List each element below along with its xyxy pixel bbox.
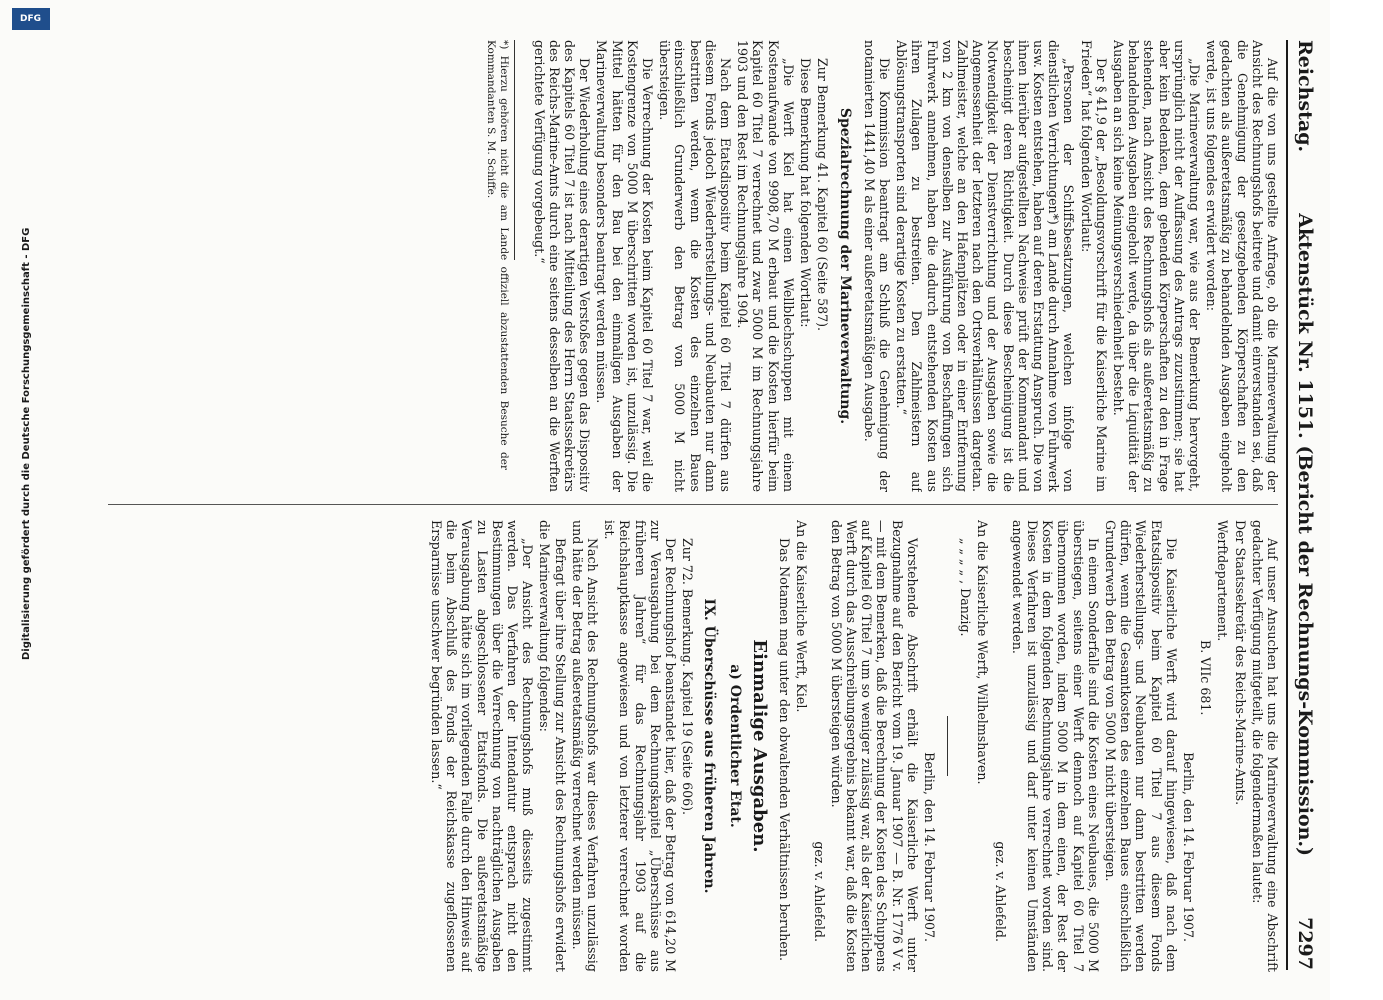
signature: gez. v. Ahlefeld.	[811, 841, 827, 942]
paragraph: „Die Werft Kiel hat einen Wellblechschuppen mit einem Kostenaufwande von 9908,70 M erbaut und die Kosten hierfür beim Kapitel 60 Titel 7 verrechnet und zwar 5000 M im Rechnungsjahre 1903 und den Rest im Rechnungsjahre 1904.	[735, 40, 796, 492]
date-line: Berlin, den 14. Februar 1907.	[921, 752, 937, 942]
addressee: An die Kaiserliche Werft, Wilhelmshaven.	[975, 520, 991, 785]
paragraph: Die Kaiserliche Werft wird darauf hingewiesen, daß nach dem Etatsdispositiv beim Kapitel 60 Titel 7 aus diesem Fonds Wiederherstellungs- und Neubauten nur dann bestritten werden dürfen, wenn die Gesamtkosten des einzelnen Baues einschließlich Grunderwerb den Betrag von 5000 M nicht übersteigen.	[1102, 520, 1179, 972]
paragraph: Befragt über ihre Stellung zur Ansicht des Rechnungshofs erwidert die Marineverwaltung folgendes:	[537, 520, 568, 972]
section-heading: Spezialrechnung der Marineverwaltung.	[836, 107, 853, 425]
paragraph: Vorstehende Abschrift erhält die Kaiserliche Werft unter Bezugnahme auf den Bericht vom 19. Januar 1907 — B. Nr. 1776 V v. — mit dem Bemerken, daß die Berechnung der Kosten des Schuppens auf Kapitel 60 Titel 7 um so weniger zulässig war, als der Kaiserlichen Werft durch das Ausschreibungsergebnis bekannt war, daß die Kosten den Betrag von 5000 M übersteigen würden.	[828, 520, 920, 972]
section-heading: Einmalige Ausgaben.	[748, 639, 770, 853]
header-subtitle: (Bericht der Rechnungs-Kommission.)	[1294, 445, 1316, 857]
paragraph: „Die Marineverwaltung war, wie aus der Bemerkung hervorgeht, ursprünglich nicht der Auffassung des Antrags zuzustimmen; sie hat aber kein Bedenken, dem gebenden Körperschaften zu den in Frage stehenden, nach Ansicht des Rechnungshofs als außeretatsmäßig zu behandelnden Ausgaben eingeholt werde, da über die Liquidität der Ausgaben an sich keine Meinungsverschiedenheit besteht.	[1110, 40, 1202, 492]
subsection-heading: IX. Überschüsse aus früheren Jahren.	[701, 598, 718, 894]
reference-number: B. VIIc 681.	[1198, 640, 1214, 716]
header-document-number: Aktenstück Nr. 1151.	[1294, 213, 1316, 439]
paragraph: In einem Sonderfalle sind die Kosten eines Neubaues, die 5000 M überstiegen, seitens einer Werft dennoch auf Kapitel 60 Titel 7 übernommen worden, indem 5000 M in dem einen, der Rest der Kosten in dem folgenden Rechnungsjahre verrechnet worden sind. Dieses Verfahren ist unzulässig und darf unter keinen Umständen angewendet werden.	[1009, 520, 1101, 972]
sender-line: Der Staatssekretär des Reichs-Marine-Amts.	[1232, 520, 1248, 806]
footnote-text: *) Hierzu gehören nicht die am Lande offiziell abzustattenden Besuche der Kommandanten S. M. Schiffe.	[485, 40, 511, 470]
subsection-heading: a) Ordentlicher Etat.	[726, 664, 743, 828]
page-number: 7297	[1294, 917, 1316, 970]
paragraph: Die Verrechnung der Kosten beim Kapitel 60 Titel 7 war, weil die Kostengrenze von 5000 M überschritten worden ist, unzulässig. Die Mittel hätten für den Bau bei den einmaligen Ausgaben der Marineverwaltung besonders beantragt werden müssen.	[594, 40, 656, 492]
column-divider	[108, 504, 1278, 505]
dfg-logo: DFG	[12, 8, 50, 30]
page-header	[1286, 40, 1322, 970]
left-column	[100, 40, 1280, 492]
paragraph: Die Kommission beantragt am Schluß die Genehmigung der notamierten 1441,40 M als einer außeretatsmäßigen Ausgabe.	[861, 40, 892, 492]
paragraph: Der Rechnungshof beanstandet hier, daß der Betrag von 614,20 M zur Verausgabung bei dem Rechnungskapitel „Überschüsse aus früheren Jahren“ für das Rechnungsjahr 1903 auf die Reichshauptkasse angewiesen und von letzterer verrechnet worden ist.	[602, 520, 679, 972]
paragraph: Zur 72. Bemerkung. Kapitel 19 (Seite 606).	[680, 538, 696, 816]
digitization-sidebar	[4, 0, 94, 1000]
paragraph: Zur Bemerkung 41. Kapitel 60 (Seite 587).	[815, 58, 831, 332]
signature: gez. v. Ahlefeld.	[992, 841, 1008, 942]
paragraph: Auf die von uns gestellte Anfrage, ob die Marineverwaltung der Ansicht des Rechnungshofs beitrete und damit einverstanden sei, daß die Genehmigung der gesetzgebenden Körperschaften zu den gedachten als außeretatsmäßig zu behandelnden Ausgaben eingeholt werde, ist uns folgendes erwidert worden:	[1204, 40, 1280, 492]
paragraph: Der Wiederholung eines derartigen Verstoßes gegen das Dispositiv des Kapitels 60 Titel 7 ist nach Mitteilung des Herrn Staatssekretärs des Reichs-Marine-Amts durch eine seitens desselben an die Werften gerichtete Verfügung vorgebeugt.“	[531, 40, 593, 492]
paragraph: Diese Bemerkung hat folgenden Wortlaut:	[798, 58, 814, 328]
paragraph: Auf unser Ansuchen hat uns die Marineverwaltung eine Abschrift gedachter Verfügung mitgeteilt, die folgendermaßen lautet:	[1249, 520, 1280, 972]
right-column	[100, 520, 1280, 972]
paragraph: Der § 41,9 der „Besoldungsvorschrift für die Kaiserliche Marine im Frieden“ hat folgenden Wortlaut:	[1078, 40, 1109, 492]
paragraph: Nach dem Etatsdispositiv beim Kapitel 60 Titel 7 dürfen aus diesem Fonds jedoch Wiederherstellungs- und Neubauten nur dann bestritten werden, wenn die Kosten des einzelnen Baues einschließlich Grunderwerb den Betrag von 5000 M nicht übersteigen.	[657, 40, 734, 492]
header-left: Reichstag.	[1294, 40, 1316, 153]
paragraph: „Der Ansicht des Rechnungshofs muß diesseits zugestimmt werden. Das Verfahren der Intendantur entsprach nicht den Bestimmungen über die Verrechnung von nachträglichen Ausgaben zu Lasten abgeschlossener Etatsfonds. Die außeretatsmäßige Verausgabung hätte sich im vorliegenden Falle durch den Hinweis auf die beim Abschluß des Fonds der Reichskasse zugeflossenen Ersparnisse unschwer begründen lassen.“	[429, 520, 536, 972]
sender-line: Werftdepartement.	[1215, 520, 1231, 642]
addressee: An die Kaiserliche Werft, Kiel.	[794, 520, 810, 713]
paragraph: Nach Ansicht des Rechnungshofs war dieses Verfahren unzulässig und hätte der Betrag außeretatsmäßig verrechnet werden müssen.	[569, 520, 601, 972]
digitization-credit: Digitalisierung gefördert durch die Deutsche Forschungsgemeinschaft - DFG	[21, 227, 32, 660]
date-line: Berlin, den 14. Februar 1907.	[1180, 752, 1196, 942]
separator-rule	[947, 716, 948, 776]
paragraph: „Personen der Schiffsbesatzungen, welchen infolge von dienstlichen Verrichtungen*) am Lande durch Annahme von Fuhrwerk usw. Kosten entstehen, haben auf deren Erstattung Anspruch. Die von ihnen hierüber aufgestellten Nachweise prüft der Kommandant und bescheinigt deren Richtigkeit. Durch diese Bescheinigung ist die Notwendigkeit der Dienstverrichtung und der Ausgaben sowie die Angemessenheit der letzteren nach den Ortsverhältnissen dargetan. Zahlmeister, welche an den Hafenplätzen oder in einer Entfernung von 2 km von denselben zur Ausführung von Beschaffungen sich Fuhrwerk annehmen, haben die dadurch entstehenden Kosten aus ihren Zulagen zu bestreiten. Den Zahlmeistern auf Ablösungstransporten sind derartige Kosten zu erstatten.“	[894, 40, 1077, 492]
header-center	[1294, 152, 1316, 917]
footnote	[484, 40, 515, 470]
paragraph: Das Notamen mag unter den obwaltenden Verhältnissen beruhen.	[777, 538, 793, 961]
addressee: „ „ „ „ , Danzig.	[958, 538, 974, 637]
